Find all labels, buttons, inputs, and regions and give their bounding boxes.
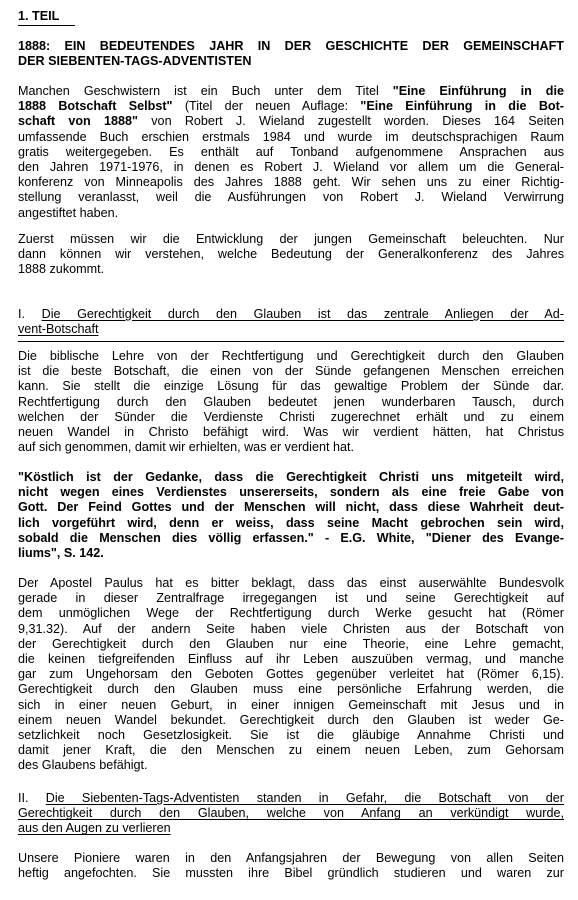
text-line: 1888 zukommt.	[18, 262, 105, 277]
text-line: gratis weitergegeben. Es enthält auf Tonband aufgenommene Ansprachen aus	[18, 144, 564, 159]
quote-line: nicht wegen eines Verdienstes unsererseits, sondern als eine freie Gabe von	[18, 485, 564, 500]
heading-line: I. Die Gerechtigkeit durch den Glauben ist das zentrale Anliegen der Ad-	[18, 307, 565, 321]
text-line: Manchen Geschwistern ist ein Buch unter dem Titel "Eine Einführung in die	[18, 84, 564, 98]
section-1-paragraph-1	[18, 349, 564, 455]
heading-line: Gerechtigkeit durch den Glauben, welche von Anfang an verkündigt wurde,	[18, 806, 564, 821]
quote-line: sobald die Menschen dies völlig erfassen." - E.G. White, "Diener des Evange-	[18, 530, 564, 545]
text-line: die keinen tiefgreifenden Einfluss auf ihr Leben auszuüben vermag, und manche	[18, 651, 564, 666]
text-line: damit jener Kraft, die den Menschen zu einem neuen Leben, zum Gehorsam	[18, 743, 564, 758]
section-1-heading	[18, 307, 564, 337]
text-line: angestiftet haben.	[18, 205, 119, 220]
text-line: den Jahren 1971-1976, in denen es Robert J. Wieland vor allem um die General-	[18, 159, 564, 174]
text-line: des Glaubens befähigt.	[18, 758, 148, 773]
text-line: neuen Wandel in Christo befähigt wird. Was wir verdient hätten, hat Christus	[18, 424, 564, 439]
text-line: 9,31.32). Auf der andern Seite haben viele Christen aus der Botschaft von	[18, 621, 564, 636]
text-line: auf sich genommen, damit wir erhielten, was er verdient hat.	[18, 440, 354, 455]
section-2-heading	[18, 791, 564, 837]
intro-paragraph	[18, 84, 564, 221]
text-line: stellung veranlasst, weil die Ausführungen von Robert J. Wieland Verwirrung	[18, 190, 564, 205]
quote-line: lich vorgeführt wird, denn er weiss, dass seine Macht gebrochen sein wird,	[18, 515, 564, 530]
text-line: Gerechtigkeit durch den Glauben muss eine persönliche Erfahrung werden, die	[18, 682, 564, 697]
text-line: sich in einer neuen Geburt, in einer innigen Gemeinschaft mit Jesus und in	[18, 697, 564, 712]
text-line: dem unmöglichen Wege der Rechtfertigung durch Werke gesucht hat (Römer	[18, 606, 564, 621]
quote-line: "Köstlich ist der Gedanke, dass die Gerechtigkeit Christi uns mitgeteilt wird,	[18, 470, 564, 484]
text-line: konferenz von Minneapolis des Jahres 1888 geht. Wir sehen uns zu einer Richtig-	[18, 175, 564, 190]
text-line: Zuerst müssen wir die Entwicklung der jungen Gemeinschaft beleuchten. Nur	[18, 232, 564, 246]
heading-line: vent-Botschaft	[18, 322, 99, 337]
main-title-line: 1888: EIN BEDEUTENDES JAHR IN DER GESCHICHTE DER GEMEINSCHAFT	[18, 39, 564, 53]
text-line: Rechtfertigung durch den Glauben bedeutet jenen wunderbaren Tausch, durch	[18, 394, 564, 409]
paragraph-2	[18, 232, 564, 278]
text-line: gerade in dieser Zentralfrage irregegangen ist und seine Gerechtigkeit auf	[18, 591, 564, 606]
text-line: umfassende Buch erschien erstmals 1984 und wurde im deutschsprachigen Raum	[18, 129, 564, 144]
section-1-rule	[18, 341, 564, 342]
text-line: 1888 Botschaft Selbst" (Titel der neuen Auflage: "Eine Einführung in die Bot-	[18, 99, 564, 114]
section-1-paragraph-2	[18, 576, 564, 773]
text-line: schaft von 1888" von Robert J. Wieland zugestellt worden. Dieses 164 Seiten	[18, 114, 564, 129]
main-title	[18, 39, 564, 69]
text-line: Der Apostel Paulus hat es bitter beklagt, dass das einst auserwählte Bundesvolk	[18, 576, 564, 590]
text-line: Unsere Pioniere waren in den Anfangsjahren der Bewegung von allen Seiten	[18, 851, 564, 865]
part-label: 1. TEIL	[18, 9, 60, 23]
main-title-line: DER SIEBENTEN-TAGS-ADVENTISTEN	[18, 54, 252, 69]
text-line: der Gerechtigkeit durch den Glauben nur eine Theorie, eine Lehre gemacht,	[18, 636, 564, 651]
heading-line: aus den Augen zu verlieren	[18, 821, 171, 836]
heading-line: II. Die Siebenten-Tags-Adventisten standen in Gefahr, die Botschaft von der	[18, 791, 564, 805]
text-line: dann können wir verstehen, welche Bedeutung der Generalkonferenz des Jahres	[18, 247, 564, 262]
quote-line: liums", S. 142.	[18, 545, 104, 560]
white-quote	[18, 470, 564, 561]
part-label-underline	[18, 25, 75, 26]
text-line: gar zum Ungehorsam den Geboten Gottes gegenüber verleitet hat (Römer 6,15).	[18, 667, 564, 682]
text-line: welchen der Sünder die Verdienste Christi zugerechnet erhält und zu einem	[18, 409, 564, 424]
section-2-paragraph-1	[18, 851, 564, 881]
text-line: ist die beste Botschaft, die einen von der Sünde gefangenen Menschen erreichen	[18, 364, 564, 379]
text-line: einem neuen Wandel bekundet. Gerechtigkeit durch den Glauben ist weder Ge-	[18, 712, 564, 727]
section-number: I.	[18, 307, 25, 321]
section-number: II.	[18, 791, 29, 805]
text-line: kann. Sie stellt die einzige Lösung für das gewaltige Problem der Sünde dar.	[18, 379, 564, 394]
text-line: heftig angefochten. Sie mussten ihre Bibel gründlich studieren und waren zur	[18, 866, 564, 881]
text-line: setzlichkeit noch Gesetzlosigkeit. Sie ist die gläubige Annahme Christi und	[18, 727, 564, 742]
text-line: Die biblische Lehre von der Rechtfertigung und Gerechtigkeit durch den Glauben	[18, 349, 564, 363]
quote-line: Gott. Der Feind Gottes und der Menschen will nicht, dass diese Wahrheit deut-	[18, 500, 564, 515]
